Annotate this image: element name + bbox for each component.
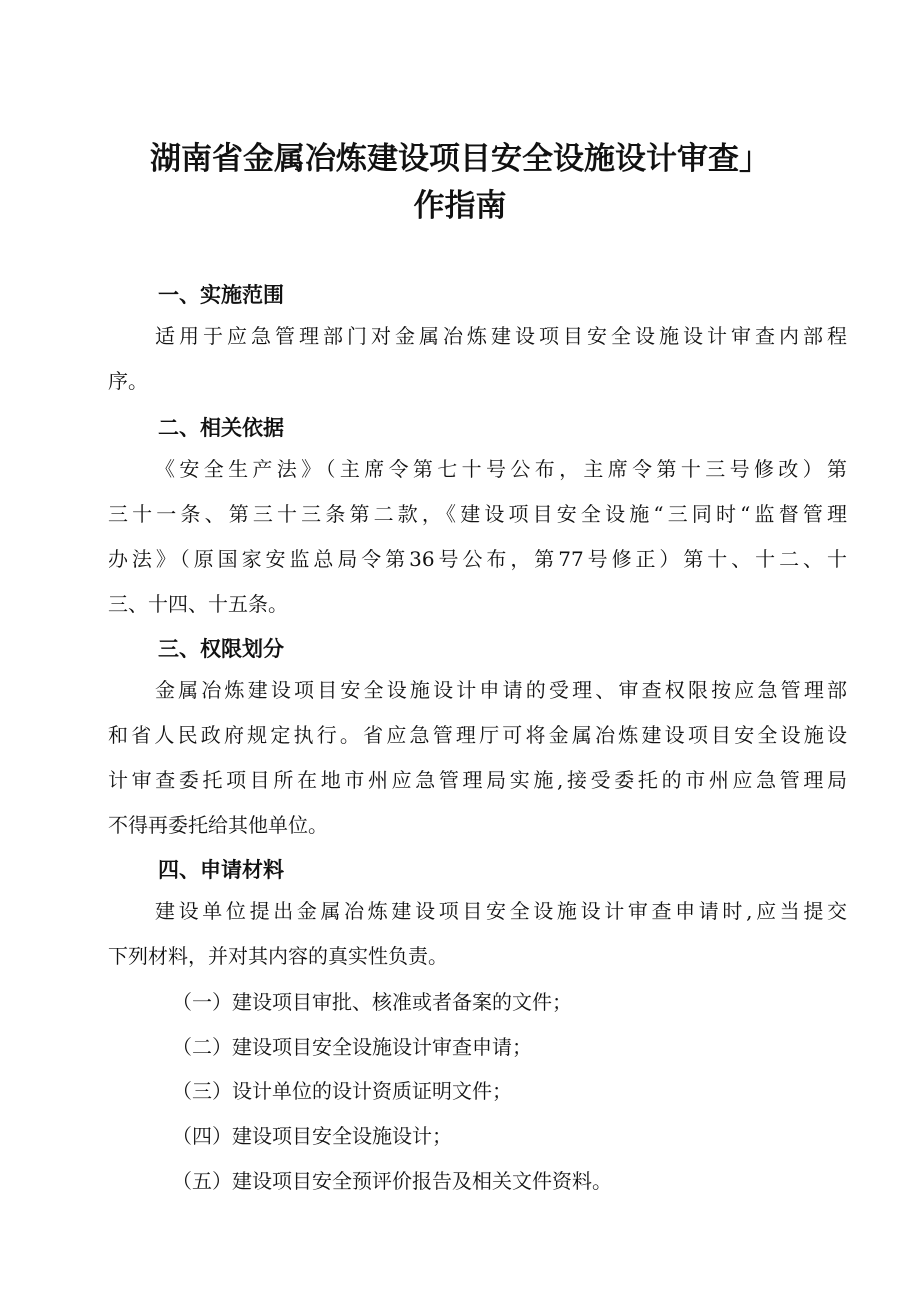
paragraph-line: 三、十四、十五条。 (108, 592, 288, 616)
list-item: （五）建设项目安全预评价报告及相关文件资料。 (172, 1169, 612, 1193)
paragraph-line: 不得再委托给其他单位。 (108, 813, 328, 837)
paragraph-line: 金属冶炼建设项目安全设施设计申请的受理、审查权限按应急管理部 (155, 678, 847, 702)
list-item: （四）建设项目安全设施设计； (172, 1124, 452, 1148)
section-heading-basis: 二、相关依据 (158, 416, 284, 440)
paragraph-line: 下列材料，并对其内容的真实性负责。 (108, 944, 448, 968)
list-item: （二）建设项目安全设施设计审查申请； (172, 1035, 532, 1059)
list-item: （一）建设项目审批、核准或者备案的文件； (172, 990, 572, 1014)
document-title-line-2: 作指南 (413, 188, 507, 224)
paragraph-line: 序。 (108, 369, 148, 393)
list-item: （三）设计单位的设计资质证明文件； (172, 1079, 512, 1103)
paragraph-line: 《安全生产法》（主席令第七十号公布，主席令第十三号修改）第 (155, 457, 847, 481)
section-heading-scope: 一、实施范围 (158, 283, 284, 307)
section-heading-materials: 四、申请材料 (158, 858, 284, 882)
paragraph-line: 计审查委托项目所在地市州应急管理局实施,接受委托的市州应急管理局 (108, 768, 847, 792)
section-heading-authority: 三、权限划分 (158, 637, 284, 661)
document-title-line-1: 湖南省金属冶炼建设项目安全设施设计审查」 (150, 141, 770, 177)
paragraph-line: 建设单位提出金属冶炼建设项目安全设施设计审查申请时,应当提交 (155, 899, 847, 923)
paragraph-line: 三十一条、第三十三条第二款，《建设项目安全设施“三同时“监督管理 (108, 502, 847, 526)
paragraph-line: 和省人民政府规定执行。省应急管理厅可将金属冶炼建设项目安全设施设 (108, 723, 847, 747)
paragraph-line: 适用于应急管理部门对金属冶炼建设项目安全设施设计审查内部程 (155, 324, 847, 348)
paragraph-line: 办法》（原国家安监总局令第36号公布，第77号修正）第十、十二、十 (108, 547, 847, 571)
